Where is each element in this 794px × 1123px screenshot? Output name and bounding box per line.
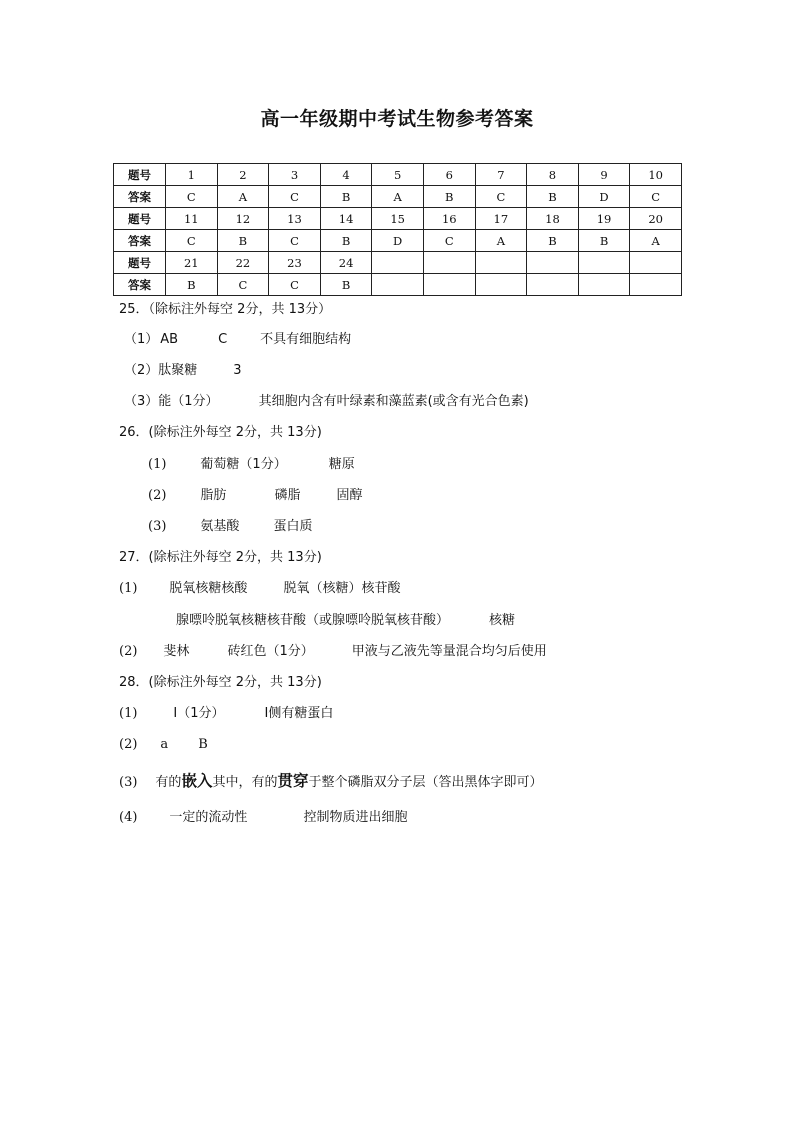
row-label: 答案 bbox=[114, 274, 166, 296]
q28-1-b: I侧有糖蛋白 bbox=[264, 706, 334, 721]
row-label: 答案 bbox=[114, 186, 166, 208]
q25-line-1 bbox=[124, 332, 351, 348]
q26-1-num: (1) bbox=[148, 457, 167, 472]
q27-3-b: 砖红色（1分） bbox=[227, 644, 314, 659]
table-cell: 3 bbox=[269, 164, 321, 186]
q28-4-a: 一定的流动性 bbox=[169, 810, 248, 825]
q28-3-b: 嵌入 bbox=[181, 772, 213, 790]
table-cell: 24 bbox=[320, 252, 372, 274]
table-cell bbox=[578, 252, 630, 274]
table-cell: 20 bbox=[630, 208, 682, 230]
table-cell: 1 bbox=[166, 164, 218, 186]
q28-3-e: 于整个磷脂双分子层（答出黑体字即可） bbox=[308, 775, 543, 790]
answer-table bbox=[113, 163, 682, 296]
q25-1-num: （1） bbox=[124, 332, 159, 347]
table-cell: 8 bbox=[527, 164, 579, 186]
q25-1-c: 不具有细胞结构 bbox=[260, 332, 352, 347]
q26-line-3 bbox=[148, 519, 312, 535]
table-cell: C bbox=[217, 274, 269, 296]
q28-2-a: a bbox=[160, 737, 169, 752]
table-cell: 4 bbox=[320, 164, 372, 186]
q25-2-num: （2） bbox=[124, 363, 159, 378]
table-row bbox=[114, 230, 682, 252]
row-label: 题号 bbox=[114, 252, 166, 274]
q27-3-c: 甲液与乙液先等量混合均匀后使用 bbox=[351, 644, 547, 659]
q26-line-1 bbox=[148, 457, 355, 473]
q28-4-num: (4) bbox=[119, 810, 138, 825]
q26-3-a: 氨基酸 bbox=[200, 519, 240, 534]
table-cell: C bbox=[630, 186, 682, 208]
table-cell bbox=[423, 252, 475, 274]
q25-1-a: AB bbox=[160, 332, 179, 347]
table-cell: 7 bbox=[475, 164, 527, 186]
table-cell: B bbox=[217, 230, 269, 252]
table-cell bbox=[475, 274, 527, 296]
table-cell: 5 bbox=[372, 164, 424, 186]
table-cell bbox=[630, 252, 682, 274]
table-cell: 10 bbox=[630, 164, 682, 186]
table-cell: C bbox=[475, 186, 527, 208]
q28-2-num: (2) bbox=[119, 737, 138, 752]
table-cell: 18 bbox=[527, 208, 579, 230]
row-label: 题号 bbox=[114, 208, 166, 230]
row-label: 题号 bbox=[114, 164, 166, 186]
table-cell bbox=[527, 274, 579, 296]
table-cell: 6 bbox=[423, 164, 475, 186]
q25-3-num: （3） bbox=[124, 394, 159, 409]
q27-1-a: 脱氧核糖核酸 bbox=[169, 581, 248, 596]
q25-2-a: 肽聚糖 bbox=[158, 363, 198, 378]
q28-3-num: (3) bbox=[119, 775, 138, 790]
q27-1-b: 脱氧（核糖）核苷酸 bbox=[283, 581, 401, 596]
table-cell: B bbox=[527, 186, 579, 208]
table-cell: B bbox=[320, 274, 372, 296]
q25-2-b: 3 bbox=[233, 363, 242, 378]
q28-2-b: B bbox=[198, 737, 208, 752]
q27-2-a: 腺嘌呤脱氧核糖核苷酸（或腺嘌呤脱氧核苷酸） bbox=[176, 613, 450, 628]
q25-3-a: 能（1分） bbox=[158, 394, 219, 409]
table-cell: C bbox=[423, 230, 475, 252]
table-cell: 16 bbox=[423, 208, 475, 230]
q28-line-2 bbox=[119, 737, 208, 753]
q25-heading: 25．（除标注外每空 2分，共 13分） bbox=[119, 302, 332, 317]
table-cell: 22 bbox=[217, 252, 269, 274]
q26-2-b: 磷脂 bbox=[274, 488, 301, 503]
q25-3-b: 其细胞内含有叶绿素和藻蓝素(或含有光合色素) bbox=[258, 394, 529, 409]
q28-heading: 28．(除标注外每空 2分，共 13分) bbox=[119, 675, 322, 690]
q27-line-3 bbox=[119, 644, 547, 660]
q26-heading: 26．(除标注外每空 2分，共 13分) bbox=[119, 425, 322, 440]
table-cell bbox=[475, 252, 527, 274]
table-cell: A bbox=[475, 230, 527, 252]
q27-3-a: 斐林 bbox=[163, 644, 190, 659]
q28-4-b: 控制物质进出细胞 bbox=[303, 810, 408, 825]
q27-3-num: (2) bbox=[119, 644, 138, 659]
table-cell: B bbox=[527, 230, 579, 252]
table-cell: B bbox=[578, 230, 630, 252]
q28-1-a: I（1分） bbox=[173, 706, 225, 721]
q26-1-b: 糖原 bbox=[328, 457, 355, 472]
q26-1-a: 葡萄糖（1分） bbox=[200, 457, 287, 472]
row-label: 答案 bbox=[114, 230, 166, 252]
table-cell: B bbox=[423, 186, 475, 208]
table-cell: C bbox=[269, 274, 321, 296]
table-cell: D bbox=[372, 230, 424, 252]
q28-3-c: 其中，有的 bbox=[212, 775, 278, 790]
q26-2-num: (2) bbox=[148, 488, 167, 503]
q28-line-3 bbox=[119, 773, 543, 791]
page-title: 高一年级期中考试生物参考答案 bbox=[260, 108, 534, 130]
table-cell: 14 bbox=[320, 208, 372, 230]
table-row bbox=[114, 252, 682, 274]
q26-line-2 bbox=[148, 488, 362, 504]
q27-heading: 27．(除标注外每空 2分，共 13分) bbox=[119, 550, 322, 565]
table-cell: 15 bbox=[372, 208, 424, 230]
table-cell: D bbox=[578, 186, 630, 208]
q28-1-num: (1) bbox=[119, 706, 138, 721]
table-cell: 19 bbox=[578, 208, 630, 230]
table-cell: C bbox=[269, 230, 321, 252]
q26-2-a: 脂肪 bbox=[200, 488, 227, 503]
table-row bbox=[114, 208, 682, 230]
table-cell: 23 bbox=[269, 252, 321, 274]
table-cell bbox=[372, 274, 424, 296]
q27-2-b: 核糖 bbox=[489, 613, 516, 628]
table-cell: 13 bbox=[269, 208, 321, 230]
table-cell bbox=[527, 252, 579, 274]
table-cell: A bbox=[630, 230, 682, 252]
table-cell bbox=[578, 274, 630, 296]
table-cell: 17 bbox=[475, 208, 527, 230]
table-cell: 12 bbox=[217, 208, 269, 230]
table-cell bbox=[630, 274, 682, 296]
q28-3-d: 贯穿 bbox=[277, 772, 309, 790]
q25-line-3 bbox=[124, 394, 529, 410]
q25-1-b: C bbox=[218, 332, 228, 347]
table-cell: C bbox=[166, 186, 218, 208]
q28-3-a: 有的 bbox=[155, 775, 182, 790]
table-cell: C bbox=[166, 230, 218, 252]
table-cell: 11 bbox=[166, 208, 218, 230]
table-cell: 21 bbox=[166, 252, 218, 274]
table-cell: B bbox=[320, 230, 372, 252]
table-cell: 2 bbox=[217, 164, 269, 186]
q27-line-2 bbox=[176, 613, 515, 629]
table-cell: 9 bbox=[578, 164, 630, 186]
table-cell bbox=[372, 252, 424, 274]
q27-line-1 bbox=[119, 581, 400, 597]
q26-2-c: 固醇 bbox=[336, 488, 363, 503]
table-cell: A bbox=[372, 186, 424, 208]
q28-line-4 bbox=[119, 810, 407, 826]
q26-3-b: 蛋白质 bbox=[273, 519, 313, 534]
table-row bbox=[114, 164, 682, 186]
q28-line-1 bbox=[119, 706, 333, 722]
table-cell bbox=[423, 274, 475, 296]
table-cell: B bbox=[320, 186, 372, 208]
table-cell: B bbox=[166, 274, 218, 296]
table-row bbox=[114, 274, 682, 296]
table-cell: C bbox=[269, 186, 321, 208]
table-cell: A bbox=[217, 186, 269, 208]
q27-1-num: (1) bbox=[119, 581, 138, 596]
table-row bbox=[114, 186, 682, 208]
q26-3-num: (3) bbox=[148, 519, 167, 534]
q25-line-2 bbox=[124, 363, 242, 379]
